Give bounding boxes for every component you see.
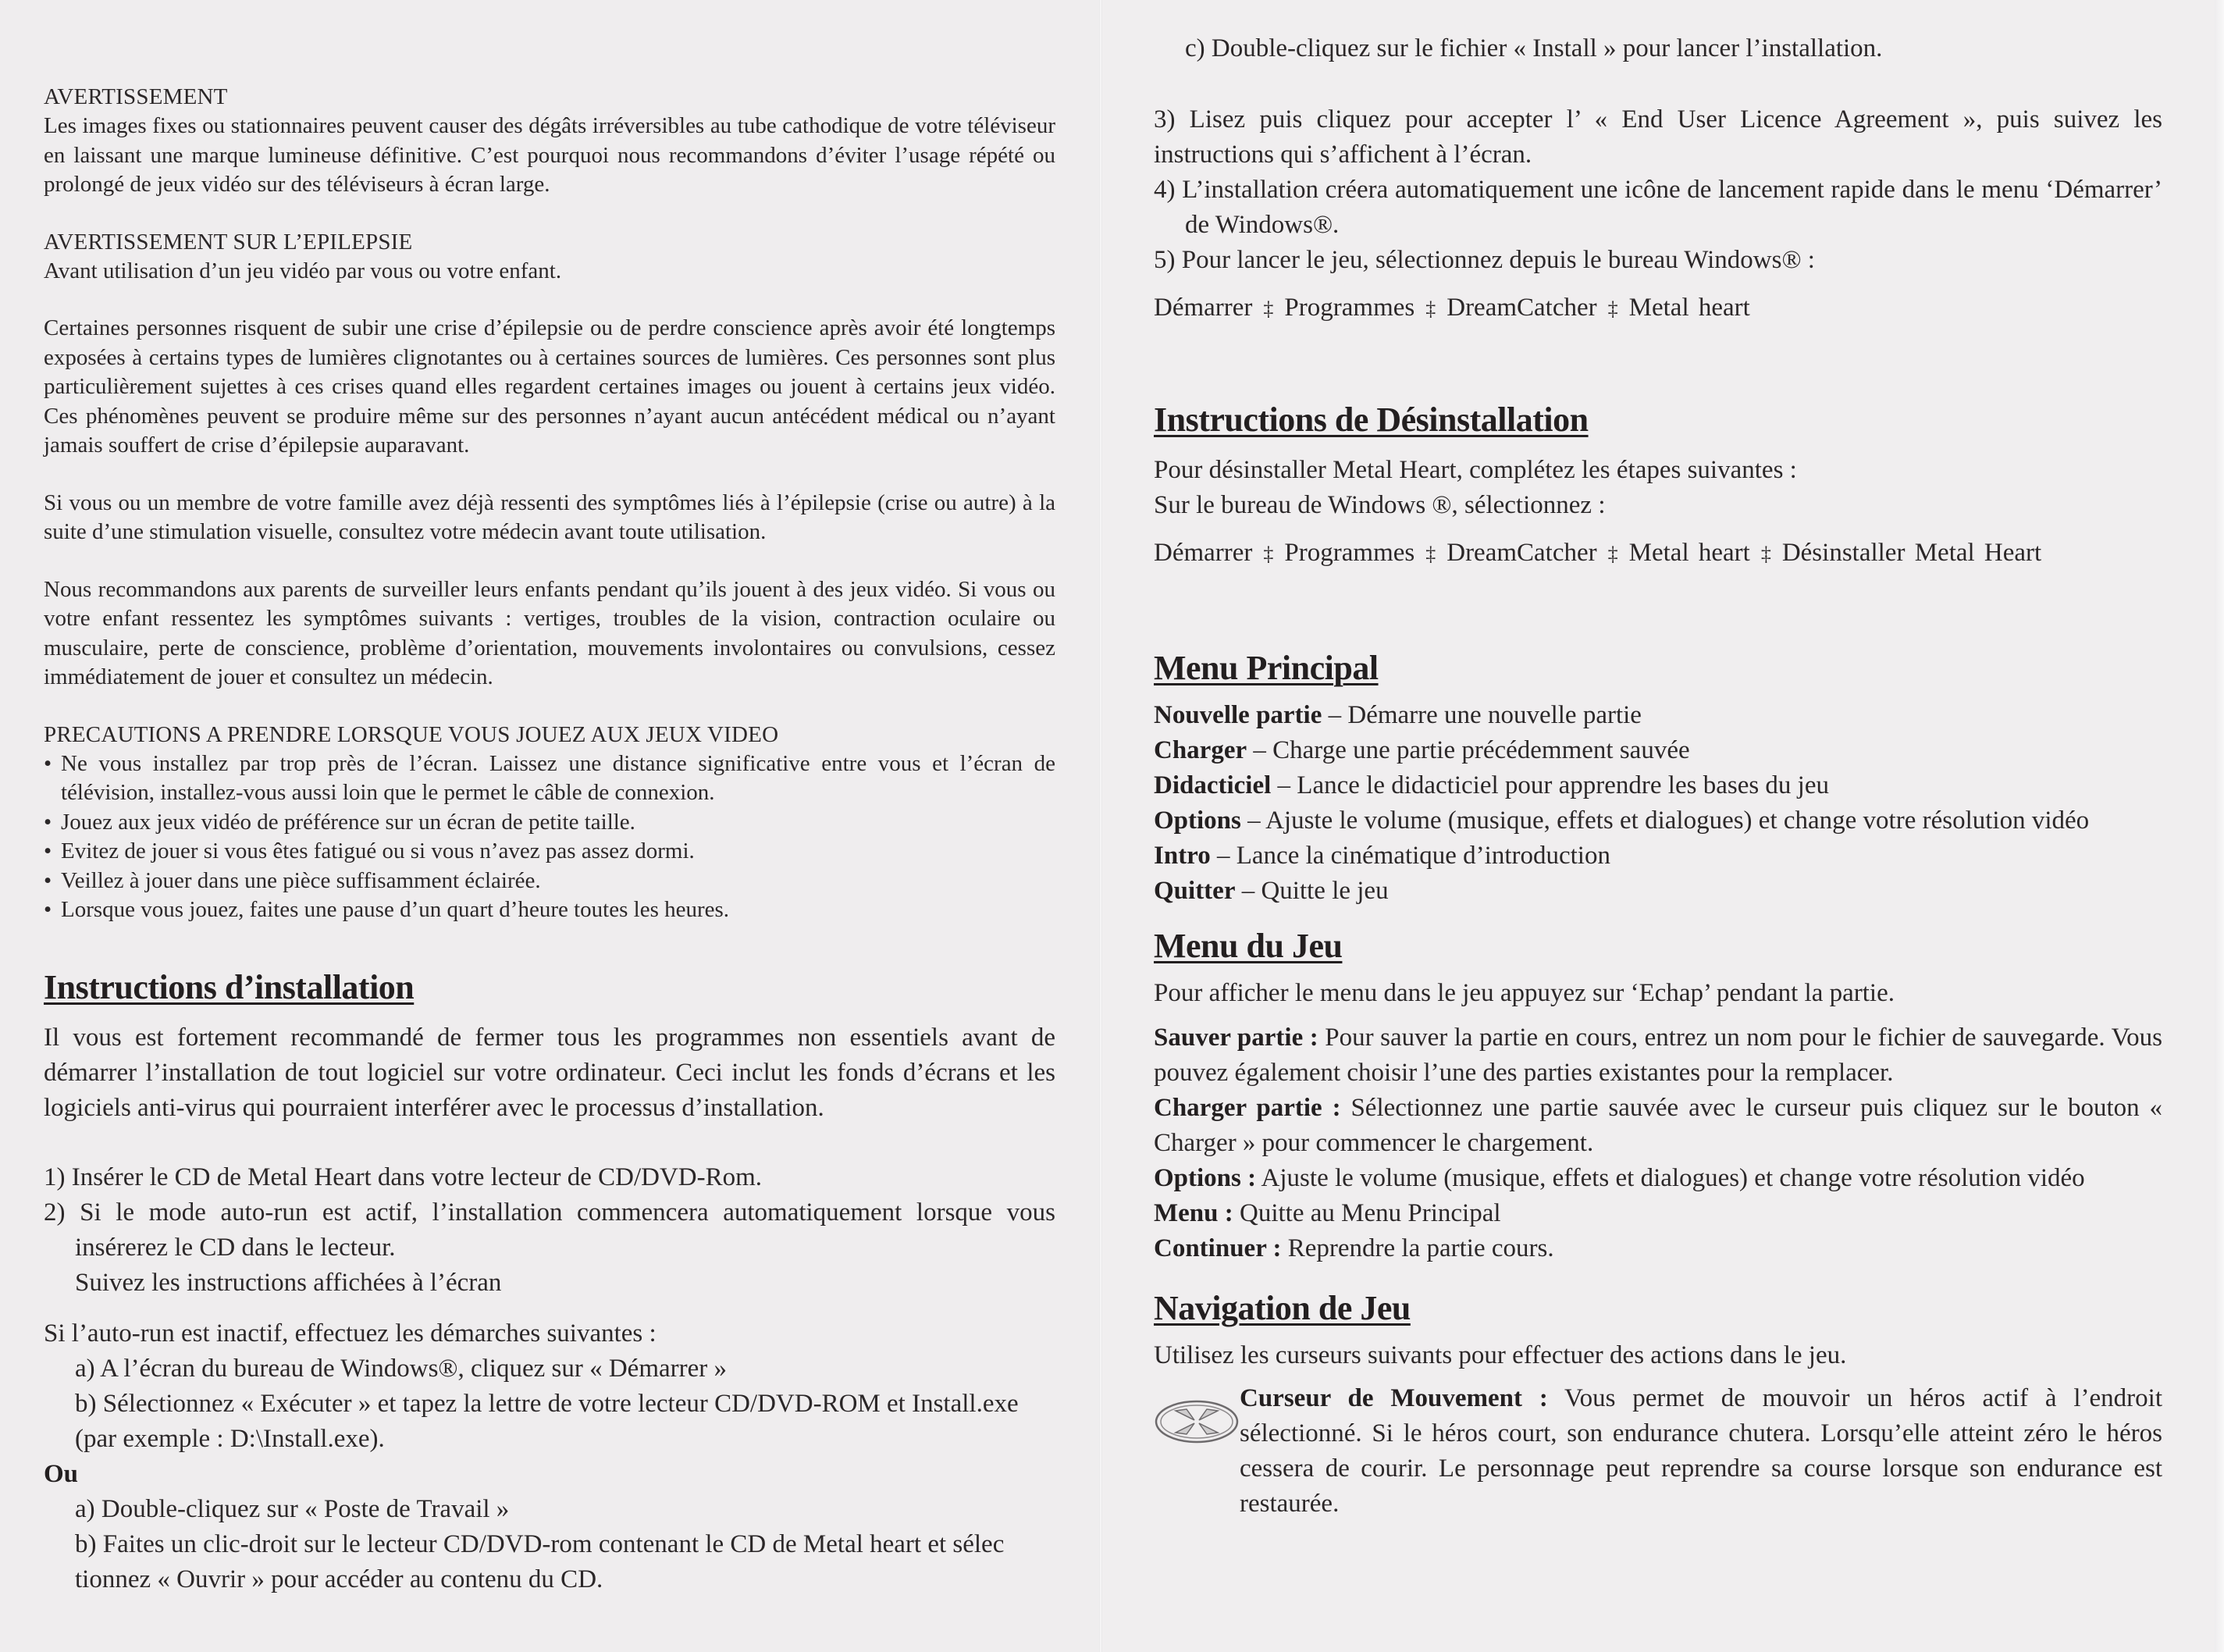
- install-step: 2) Si le mode auto-run est actif, l’installation commencera automatiquement lorsque vous insérerez le CD dans le lecteur.: [44, 1198, 1055, 1262]
- menu-item: Continuer : Reprendre la partie cours.: [1154, 1234, 1554, 1262]
- path-separator-icon: ‡: [1607, 297, 1618, 320]
- list-item: • Veillez à jouer dans une pièce suffisamment éclairée.: [44, 867, 1055, 896]
- install-substep: c) Double-cliquez sur le fichier « Install » pour lancer l’installation.: [1185, 34, 1883, 62]
- menu-item: Menu : Quitte au Menu Principal: [1154, 1199, 1501, 1227]
- or-label: Ou: [44, 1459, 79, 1488]
- install-substep: a) Double-cliquez sur « Poste de Travail »: [75, 1494, 510, 1523]
- warning-title: AVERTISSEMENT: [44, 84, 228, 109]
- epilepsy-intro: Avant utilisation d’un jeu vidéo par vous ou votre enfant.: [44, 258, 562, 283]
- install-substep: b) Sélectionnez « Exécuter » et tapez la lettre de votre lecteur CD/DVD-ROM et Install.exe (par exemple : D:\Install.exe).: [75, 1389, 1019, 1453]
- bullet-icon: •: [44, 897, 52, 922]
- main-menu-heading: Menu Principal: [1154, 649, 1379, 687]
- epilepsy-paragraph: Nous recommandons aux parents de surveiller leurs enfants pendant qu’ils jouent à des jeux vidéo. Si vous ou votre enfant ressentez les symptômes suivants : vertiges, troubles de la vision, contraction oculaire ou musculaire, perte de conscience, problème d’orientation, mouvements involontaires ou convulsions, cessez immédiatement de jouer et consultez un médecin.: [44, 576, 1055, 689]
- bullet-icon: •: [44, 750, 52, 776]
- uninstall-text: Pour désinstaller Metal Heart, complétez les étapes suivantes :: [1154, 456, 1797, 484]
- uninstall-section: [1154, 398, 2162, 571]
- install-step: 3) Lisez puis cliquez pour accepter l’ « End User Licence Agreement », puis suivez les instructions qui s’affichent à l’écran.: [1154, 105, 2162, 169]
- game-menu-section: [1154, 924, 2162, 1266]
- uninstall-path: Démarrer ‡ Programmes ‡ DreamCatcher ‡ Metal heart ‡ Désinstaller Metal Heart: [1154, 539, 2042, 567]
- install-substep: b) Faites un clic-droit sur le lecteur CD/DVD-rom contenant le CD de Metal heart et sélec tionnez « Ouvrir » pour accéder au contenu du CD.: [75, 1529, 1005, 1593]
- left-column: [44, 83, 1055, 1597]
- install-section: [44, 966, 1055, 1597]
- menu-item: Options : Ajuste le volume (musique, effets et dialogues) et change votre résolution vidéo: [1154, 1164, 2085, 1192]
- precautions-title: PRECAUTIONS A PRENDRE LORSQUE VOUS JOUEZ AUX JEUX VIDEO: [44, 721, 779, 747]
- list-item: • Ne vous installez par trop près de l’écran. Laissez une distance significative entre vous et l’écran de télévision, installez-vous aussi loin que le permet le câble de connexion.: [44, 750, 1055, 805]
- cursor-description: Curseur de Mouvement : Vous permet de mouvoir un héros actif à l’endroit sélectionné. Si le héros court, son endurance chutera. Lorsqu’elle atteint zéro le héros cessera de courir. Le personnage peut reprendre sa course lorsque son endurance est restaurée.: [1240, 1384, 2163, 1518]
- install-step: 4) L’installation créera automatiquement une icône de lancement rapide dans le menu ‘Démarrer’ de Windows®.: [1154, 176, 2162, 239]
- install-step-note: Suivez les instructions affichées à l’écran: [75, 1268, 502, 1297]
- menu-item: Intro – Lance la cinématique d’introduction: [1154, 842, 1610, 870]
- page-fold: [1099, 0, 1102, 1652]
- precautions-list: [44, 749, 1055, 925]
- epilepsy-title: AVERTISSEMENT SUR L’EPILEPSIE: [44, 229, 413, 255]
- main-menu-section: [1154, 646, 2162, 909]
- path-separator-icon: ‡: [1425, 297, 1436, 320]
- epilepsy-section: [44, 228, 1055, 692]
- autorun-off-text: Si l’auto-run est inactif, effectuez les démarches suivantes :: [44, 1319, 657, 1348]
- path-separator-icon: ‡: [1425, 543, 1436, 565]
- menu-item: Nouvelle partie – Démarre une nouvelle partie: [1154, 701, 1642, 729]
- install-intro: Il vous est fortement recommandé de fermer tous les programmes non essentiels avant de démarrer l’installation de tout logiciel sur votre ordinateur. Ceci inclut les fonds d’écrans et les logiciels anti-virus qui pourraient interférer avec le processus d’installation.: [44, 1023, 1055, 1122]
- menu-item: Options – Ajuste le volume (musique, effets et dialogues) et change votre résolution vidéo: [1154, 806, 2090, 835]
- bullet-icon: •: [44, 838, 52, 863]
- list-item: • Jouez aux jeux vidéo de préférence sur un écran de petite taille.: [44, 808, 1055, 838]
- install-step: 5) Pour lancer le jeu, sélectionnez depuis le bureau Windows® :: [1154, 246, 1815, 274]
- path-separator-icon: ‡: [1263, 297, 1274, 320]
- warning-section: [44, 83, 1055, 200]
- game-menu-heading: Menu du Jeu: [1154, 927, 1343, 965]
- epilepsy-paragraph: Certaines personnes risquent de subir une crise d’épilepsie ou de perdre conscience après avoir été longtemps exposées à certains types de lumières clignotantes ou à certaines sources de lumières. Ces personnes sont plus particulièrement sujettes à ces crises quand elles regardent certaines images ou jouent à certains jeux vidéo. Ces phénomènes peuvent se produire même sur des personnes n’ayant aucun antécédent médical ou n’ayant jamais souffert de crise d’épilepsie auparavant.: [44, 315, 1055, 458]
- path-separator-icon: ‡: [1263, 543, 1274, 565]
- movement-cursor-icon: [1154, 1381, 1240, 1449]
- right-column: [1154, 31, 2162, 1522]
- install-step: 1) Insérer le CD de Metal Heart dans votre lecteur de CD/DVD-Rom.: [44, 1162, 763, 1191]
- path-separator-icon: ‡: [1607, 543, 1618, 565]
- launch-path: Démarrer ‡ Programmes ‡ DreamCatcher ‡ Metal heart: [1154, 294, 1750, 322]
- cursor-row: [1154, 1381, 2162, 1522]
- list-item: • Evitez de jouer si vous êtes fatigué ou si vous n’avez pas assez dormi.: [44, 837, 1055, 867]
- menu-item: Didacticiel – Lance le didacticiel pour apprendre les bases du jeu: [1154, 771, 1830, 799]
- list-item: • Lorsque vous jouez, faites une pause d’un quart d’heure toutes les heures.: [44, 895, 1055, 925]
- uninstall-heading: Instructions de Désinstallation: [1154, 401, 1589, 439]
- bullet-icon: •: [44, 809, 52, 835]
- epilepsy-paragraph: Si vous ou un membre de votre famille avez déjà ressenti des symptômes liés à l’épilepsie (crise ou autre) à la suite d’une stimulation visuelle, consultez votre médecin avant toute utilisation.: [44, 490, 1055, 544]
- menu-item: Charger – Charge une partie précédemment sauvée: [1154, 736, 1690, 764]
- path-separator-icon: ‡: [1760, 543, 1771, 565]
- navigation-intro: Utilisez les curseurs suivants pour effectuer des actions dans le jeu.: [1154, 1341, 1847, 1369]
- navigation-section: [1154, 1287, 2162, 1522]
- menu-item: Sauver partie : Pour sauver la partie en cours, entrez un nom pour le fichier de sauvegarde. Vous pouvez également choisir l’une des parties existantes pour la remplacer.: [1154, 1024, 2162, 1087]
- menu-item: Quitter – Quitte le jeu: [1154, 877, 1389, 905]
- game-menu-intro: Pour afficher le menu dans le jeu appuyez sur ‘Echap’ pendant la partie.: [1154, 979, 1895, 1007]
- warning-text: Les images fixes ou stationnaires peuvent causer des dégâts irréversibles au tube cathodique de votre téléviseur en laissant une marque lumineuse définitive. C’est pourquoi nous recommandons d’éviter l’usage répété ou prolongé de jeux vidéo sur des téléviseurs à écran large.: [44, 113, 1055, 197]
- uninstall-text: Sur le bureau de Windows ®, sélectionnez :: [1154, 491, 1606, 519]
- precautions-section: [44, 721, 1055, 925]
- page-edge: [2215, 0, 2224, 1652]
- install-substep: a) A l’écran du bureau de Windows®, cliquez sur « Démarrer »: [75, 1354, 728, 1383]
- menu-item: Charger partie : Sélectionnez une partie sauvée avec le curseur puis cliquez sur le bouton « Charger » pour commencer le chargement.: [1154, 1094, 2163, 1157]
- navigation-heading: Navigation de Jeu: [1154, 1289, 1411, 1327]
- install-heading: Instructions d’installation: [44, 967, 415, 1006]
- bullet-icon: •: [44, 867, 52, 893]
